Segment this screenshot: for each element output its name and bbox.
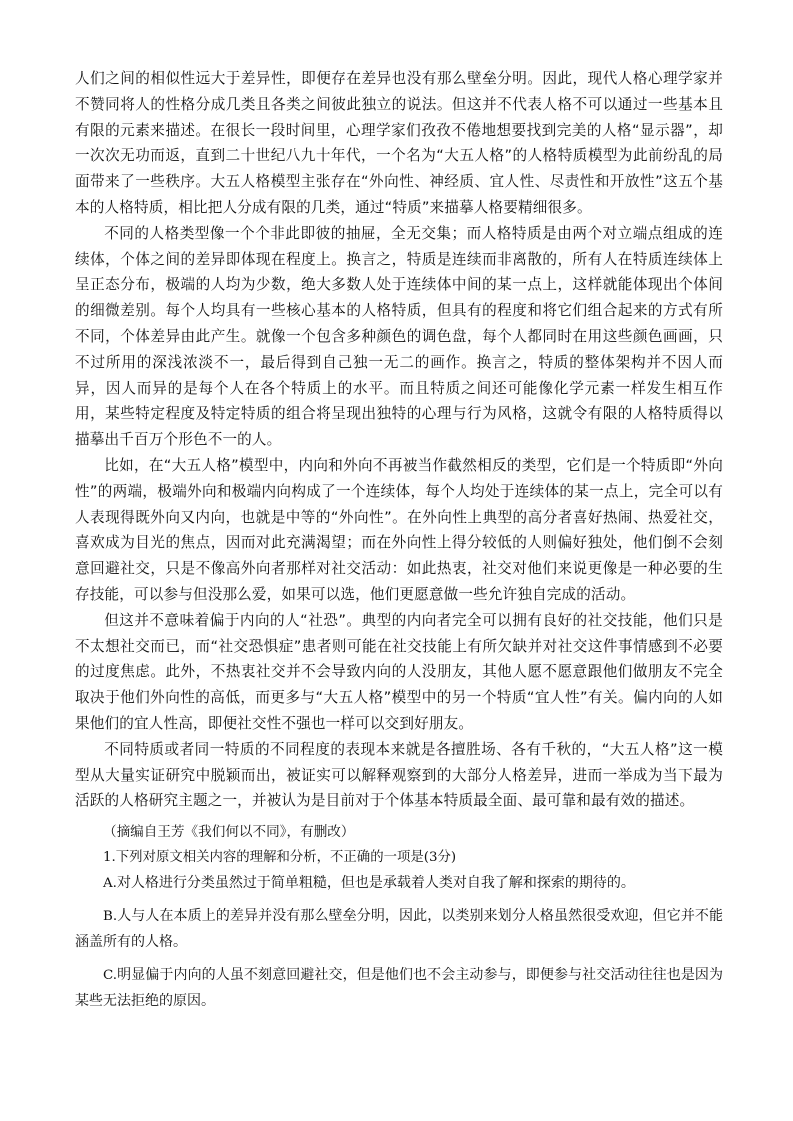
article-paragraph-1: 人们之间的相似性远大于差异性，即便存在差异也没有那么壁垒分明。因此，现代人格心理学家并不赞同将人的性格分成几类且各类之间彼此独立的说法。但这并不代表人格不可以通过一些基本且有限的元素来描述。在很长一段时间里，心理学家们孜孜不倦地想要找到完美的人格“显示器”，却一次次无功而返，直到二十世纪八九十年代，一个名为“大五人格”的人格特质模型为此前纷乱的局面带来了一些秩序。大五人格模型主张存在“外向性、神经质、宜人性、尽责性和开放性”这五个基本的人格特质，相比把人分成有限的几类，通过“特质”来描摹人格要精细很多。 [75,70,723,216]
option-c [75,963,723,1014]
article-source: （摘编自王芳《我们何以不同》，有删改） [103,824,355,841]
article-paragraph-2: 不同的人格类型像一个个非此即彼的抽屉，全无交集；而人格特质是由两个对立端点组成的连续体，个体之间的差异即体现在程度上。换言之，特质是连续而非离散的，所有人在特质连续体上呈正态分布，极端的人均为少数，绝大多数人处于连续体中间的某一点上，这样就能体现出个体间的细微差别。每个人均具有一些核心基本的人格特质，但具有的程度和将它们组合起来的方式有所不同，个体差异由此产生。就像一个包含多种颜色的调色盘，每个人都同时在用这些颜色画画，只不过所用的深浅浓淡不一，最后得到自己独一无二的画作。换言之，特质的整体架构并不因人而异，因人而异的是每个人在各个特质上的水平。而且特质之间还可能像化学元素一样发生相互作用，某些特定程度及特定特质的组合将呈现出独特的心理与行为风格，这就令有限的人格特质得以描摹出千百万个形色不一的人。 [75,224,723,449]
option-b-text: 人与人在本质上的差异并没有那么壁垒分明，因此，以类别来划分人格虽然很受欢迎，但它并不能涵盖所有的人格。 [75,908,723,950]
question-stem: 1.下列对原文相关内容的理解和分析，不正确的一项是(3分) [103,850,457,866]
exam-page [75,66,723,1015]
article-paragraph-3: 比如，在“大五人格”模型中，内向和外向不再被当作截然相反的类型，它们是一个特质即“外向性”的两端，极端外向和极端内向构成了一个连续体，每个人均处于连续体的某一点上，完全可以有人表现得既外向又内向，也就是中等的“外向性”。在外向性上典型的高分者喜好热闹、热爱社交，喜欢成为目光的焦点，因而对此充满渴望；而在外向性上得分较低的人则偏好独处，他们倒不会刻意回避社交，只是不像高外向者那样对社交活动：如此热衷，社交对他们来说更像是一种必要的生存技能，可以参与但没那么爱，如果可以选，他们更愿意做一些允许独自完成的活动。 [75,456,723,603]
option-a-letter: A. [103,875,117,891]
article-paragraph-4: 但这并不意味着偏于内向的人“社恐”。典型的内向者完全可以拥有良好的社交技能，他们只是不太想社交而已，而“社交恐惧症”患者则可能在社交技能上有所欠缺并对社交这件事情感到不必要的过度焦虑。此外，不热衷社交并不会导致内向的人没朋友，其他人愿不愿意跟他们做朋友不完全取决于他们外向性的高低，而更多与“大五人格”模型中的另一个特质“宜人性”有关。偏内向的人如果他们的宜人性高，即便社交性不强也一样可以交到好朋友。 [75,611,723,732]
option-a [75,871,723,897]
option-b-letter: B. [103,909,118,925]
option-a-text: 对人格进行分类虽然过于简单粗糙，但也是承载着人类对自我了解和探索的期待的。 [116,874,635,891]
option-c-letter: C. [103,968,118,984]
option-c-text: 明显偏于内向的人虽不刻意回避社交，但是他们也不会主动参与，即便参与社交活动往往也是因为某些无法拒绝的原因。 [75,967,723,1009]
article-paragraph-5: 不同特质或者同一特质的不同程度的表现本来就是各擅胜场、各有千秋的，“大五人格”这一模型从大量实证研究中脱颖而出，被证实可以解释观察到的大部分人格差异，进而一举成为当下最为活跃的人格研究主题之一，并被认为是目前对于个体基本特质最全面、最可靠和最有效的描述。 [75,740,723,810]
option-b [75,904,723,955]
